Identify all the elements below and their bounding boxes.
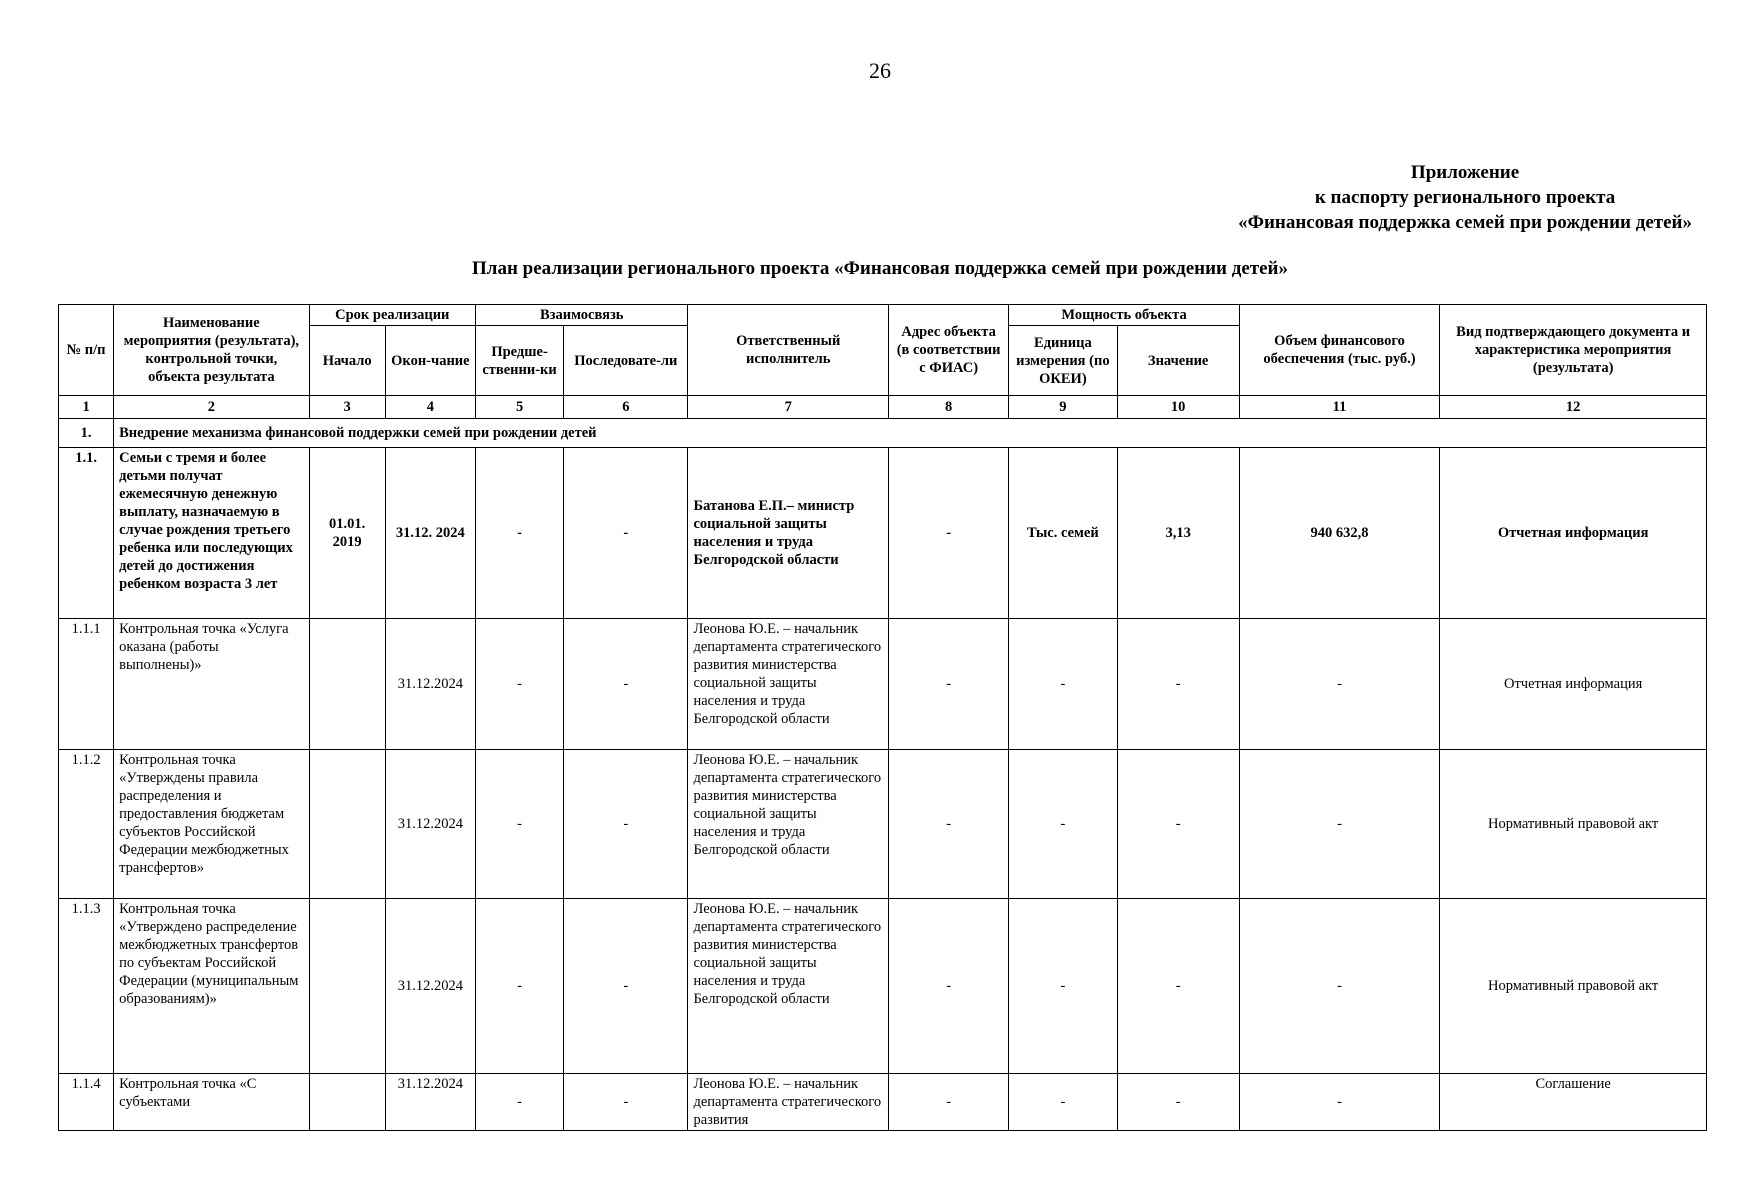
- column-number: 5: [475, 396, 563, 419]
- row-address: -: [888, 750, 1008, 899]
- column-number: 12: [1440, 396, 1707, 419]
- header-name: Наименование мероприятия (результата), контрольной точки, объекта результата: [114, 305, 309, 396]
- column-number: 6: [564, 396, 688, 419]
- row-name: Контрольная точка «С субъектами: [114, 1074, 309, 1131]
- header-num: № п/п: [59, 305, 114, 396]
- row-responsible: Батанова Е.П.– министр социальной защиты населения и труда Белгородской области: [688, 448, 888, 619]
- row-doc-type: Нормативный правовой акт: [1440, 899, 1707, 1074]
- row-doc-type: Отчетная информация: [1440, 619, 1707, 750]
- column-number: 9: [1009, 396, 1117, 419]
- column-number: 3: [309, 396, 385, 419]
- column-number: 2: [114, 396, 309, 419]
- header-end: Окон-чание: [385, 326, 475, 396]
- row-responsible: Леонова Ю.Е. – начальник департамента стратегического развития: [688, 1074, 888, 1131]
- row-unit: -: [1009, 619, 1117, 750]
- row-end: 31.12.2024: [385, 750, 475, 899]
- header-predecessors: Предше-ственни-ки: [475, 326, 563, 396]
- row-num: 1.1.4: [59, 1074, 114, 1131]
- column-number: 8: [888, 396, 1008, 419]
- header-address: Адрес объекта (в соответствии с ФИАС): [888, 305, 1008, 396]
- row-end: 31.12.2024: [385, 619, 475, 750]
- row-num: 1.1.3: [59, 899, 114, 1074]
- row-successors: -: [564, 448, 688, 619]
- row-start: [309, 750, 385, 899]
- row-financing: -: [1239, 750, 1439, 899]
- column-number: 1: [59, 396, 114, 419]
- header-period: Срок реализации: [309, 305, 475, 326]
- row-unit: -: [1009, 899, 1117, 1074]
- appendix-line-3: «Финансовая поддержка семей при рождении детей»: [1238, 212, 1692, 233]
- row-num: 1.1.1: [59, 619, 114, 750]
- plan-table: [58, 304, 1707, 1131]
- row-start: [309, 619, 385, 750]
- row-num: 1.1.: [59, 448, 114, 619]
- row-end: 31.12. 2024: [385, 448, 475, 619]
- row-financing: -: [1239, 899, 1439, 1074]
- row-predecessors: -: [475, 448, 563, 619]
- section-title: Внедрение механизма финансовой поддержки семей при рождении детей: [114, 419, 1707, 448]
- row-financing: -: [1239, 1074, 1439, 1131]
- table-row: [59, 750, 1707, 899]
- row-responsible: Леонова Ю.Е. – начальник департамента стратегического развития министерства социальной защиты населения и труда Белгородской области: [688, 619, 888, 750]
- row-predecessors: -: [475, 619, 563, 750]
- table-row: [59, 619, 1707, 750]
- row-value: -: [1117, 1074, 1239, 1131]
- row-responsible: Леонова Ю.Е. – начальник департамента стратегического развития министерства социальной защиты населения и труда Белгородской области: [688, 899, 888, 1074]
- row-num: 1.1.2: [59, 750, 114, 899]
- row-address: -: [888, 448, 1008, 619]
- row-address: -: [888, 619, 1008, 750]
- header-doc-type: Вид подтверждающего документа и характеристика мероприятия (результата): [1440, 305, 1707, 396]
- row-name: Семьи с тремя и более детьми получат ежемесячную денежную выплату, назначаемую в случае рождения третьего ребенка или последующих детей до достижения ребенком возраста 3 лет: [114, 448, 309, 619]
- page-number: 26: [869, 58, 891, 83]
- row-successors: -: [564, 750, 688, 899]
- column-number: 11: [1239, 396, 1439, 419]
- header-successors: Последовате-ли: [564, 326, 688, 396]
- row-name: Контрольная точка «Услуга оказана (работы выполнены)»: [114, 619, 309, 750]
- row-unit: -: [1009, 750, 1117, 899]
- row-value: -: [1117, 899, 1239, 1074]
- row-doc-type: Отчетная информация: [1440, 448, 1707, 619]
- row-start: [309, 1074, 385, 1131]
- column-number: 7: [688, 396, 888, 419]
- row-successors: -: [564, 899, 688, 1074]
- header-relation: Взаимосвязь: [475, 305, 688, 326]
- row-successors: -: [564, 1074, 688, 1131]
- header-financing: Объем финансового обеспечения (тыс. руб.): [1239, 305, 1439, 396]
- header-value: Значение: [1117, 326, 1239, 396]
- column-number: 10: [1117, 396, 1239, 419]
- section-num: 1.: [59, 419, 114, 448]
- header-responsible: Ответственный исполнитель: [688, 305, 888, 396]
- row-address: -: [888, 899, 1008, 1074]
- row-doc-type: Нормативный правовой акт: [1440, 750, 1707, 899]
- table-row: [59, 448, 1707, 619]
- column-number-row: [59, 396, 1707, 419]
- appendix-header: [1238, 160, 1692, 235]
- row-predecessors: -: [475, 750, 563, 899]
- row-start: [309, 899, 385, 1074]
- row-address: -: [888, 1074, 1008, 1131]
- row-doc-type: Соглашение: [1440, 1074, 1707, 1131]
- section-row: [59, 419, 1707, 448]
- row-financing: -: [1239, 619, 1439, 750]
- header-row-1: [59, 305, 1707, 326]
- table-row: [59, 1074, 1707, 1131]
- row-successors: -: [564, 619, 688, 750]
- row-predecessors: -: [475, 1074, 563, 1131]
- plan-title: План реализации регионального проекта «Финансовая поддержка семей при рождении детей»: [472, 258, 1288, 279]
- row-end: 31.12.2024: [385, 899, 475, 1074]
- row-value: 3,13: [1117, 448, 1239, 619]
- row-unit: Тыс. семей: [1009, 448, 1117, 619]
- row-unit: -: [1009, 1074, 1117, 1131]
- header-unit: Единица измерения (по ОКЕИ): [1009, 326, 1117, 396]
- row-responsible: Леонова Ю.Е. – начальник департамента стратегического развития министерства социальной защиты населения и труда Белгородской области: [688, 750, 888, 899]
- header-start: Начало: [309, 326, 385, 396]
- row-financing: 940 632,8: [1239, 448, 1439, 619]
- table-row: [59, 899, 1707, 1074]
- row-value: -: [1117, 750, 1239, 899]
- appendix-line-1: Приложение: [1410, 162, 1520, 183]
- column-number: 4: [385, 396, 475, 419]
- row-start: 01.01. 2019: [309, 448, 385, 619]
- row-predecessors: -: [475, 899, 563, 1074]
- row-end: 31.12.2024: [385, 1074, 475, 1131]
- row-value: -: [1117, 619, 1239, 750]
- row-name: Контрольная точка «Утверждены правила распределения и предоставления бюджетам субъектов Российской Федерации межбюджетных трансфертов»: [114, 750, 309, 899]
- appendix-line-2: к паспорту регионального проекта: [1314, 187, 1616, 208]
- row-name: Контрольная точка «Утверждено распределение межбюджетных трансфертов по субъектам Российской Федерации (муниципальным образованиям)»: [114, 899, 309, 1074]
- header-capacity: Мощность объекта: [1009, 305, 1240, 326]
